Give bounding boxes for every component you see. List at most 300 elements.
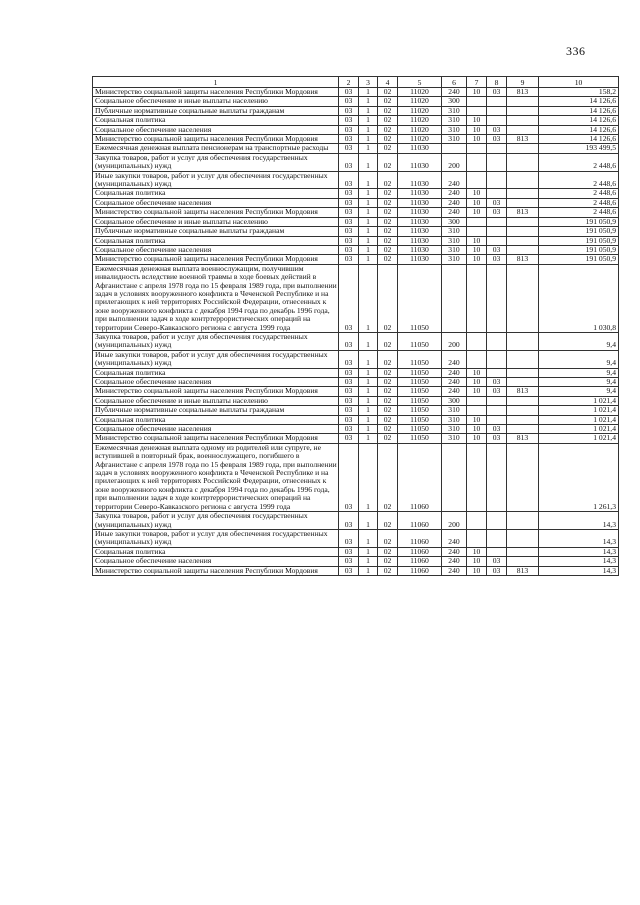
row-code-c4: 02	[378, 198, 398, 207]
row-code-c4: 02	[378, 189, 398, 198]
row-code-c3: 1	[359, 245, 378, 254]
row-code-c7: 10	[467, 198, 487, 207]
row-code-c9	[507, 512, 539, 530]
row-code-c7	[467, 350, 487, 368]
row-amount: 14,3	[539, 512, 619, 530]
row-code-c9: 813	[507, 566, 539, 575]
row-code-c2: 03	[339, 443, 359, 511]
column-header-4: 4	[378, 77, 398, 88]
row-code-c4: 02	[378, 264, 398, 332]
row-code-c9	[507, 97, 539, 106]
row-code-c5: 11030	[398, 255, 442, 264]
row-code-c5: 11050	[398, 406, 442, 415]
row-name: Социальное обеспечение населения	[93, 245, 339, 254]
row-code-c7: 10	[467, 88, 487, 97]
row-code-c2: 03	[339, 529, 359, 547]
row-code-c5: 11030	[398, 217, 442, 226]
row-code-c6: 240	[442, 171, 467, 189]
table-row	[93, 135, 619, 144]
row-amount: 1 021,4	[539, 396, 619, 405]
row-amount: 191 050,9	[539, 227, 619, 236]
row-code-c3: 1	[359, 396, 378, 405]
row-code-c2: 03	[339, 406, 359, 415]
row-code-c5: 11030	[398, 198, 442, 207]
row-code-c2: 03	[339, 144, 359, 153]
row-amount: 14,3	[539, 547, 619, 556]
row-code-c3: 1	[359, 171, 378, 189]
row-amount: 193 499,5	[539, 144, 619, 153]
row-code-c7: 10	[467, 566, 487, 575]
row-code-c6: 240	[442, 547, 467, 556]
row-code-c4: 02	[378, 236, 398, 245]
table-row	[93, 255, 619, 264]
row-code-c7: 10	[467, 245, 487, 254]
row-code-c3: 1	[359, 106, 378, 115]
row-code-c5: 11030	[398, 208, 442, 217]
row-name: Закупка товаров, работ и услуг для обеспечения государственных (муниципальных) нужд	[93, 332, 339, 350]
row-amount: 191 050,9	[539, 245, 619, 254]
row-code-c8	[487, 189, 507, 198]
row-name: Министерство социальной защиты населения Республики Мордовия	[93, 88, 339, 97]
row-code-c6: 240	[442, 378, 467, 387]
row-code-c8: 03	[487, 125, 507, 134]
row-code-c5: 11050	[398, 378, 442, 387]
row-code-c5: 11020	[398, 106, 442, 115]
row-amount: 158,2	[539, 88, 619, 97]
row-code-c6	[442, 264, 467, 332]
row-code-c9: 813	[507, 88, 539, 97]
row-code-c5: 11030	[398, 227, 442, 236]
row-code-c8	[487, 368, 507, 377]
row-code-c9	[507, 406, 539, 415]
row-name: Ежемесячная денежная выплата военнослужащим, получившим инвалидность вследствие военной травмы в ходе боевых действий в Афганистане с апреля 1978 года по 15 февраля 1989 года, при выполнении задач в условиях вооруженного конфликта в Чеченской Республике и на прилегающих к ней территориях Российской Федерации, отнесенных к зоне вооруженного конфликта с декабря 1994 года по декабрь 1996 года, при выполнении задач в ходе контртеррористических операций на территории Северо-Кавказского региона с августа 1999 года	[93, 264, 339, 332]
row-name: Публичные нормативные социальные выплаты гражданам	[93, 406, 339, 415]
row-code-c3: 1	[359, 378, 378, 387]
row-code-c4: 02	[378, 255, 398, 264]
row-name: Социальное обеспечение населения	[93, 425, 339, 434]
row-code-c6: 200	[442, 332, 467, 350]
row-amount: 191 050,9	[539, 236, 619, 245]
row-name: Социальная политика	[93, 368, 339, 377]
row-code-c6: 200	[442, 512, 467, 530]
table-row	[93, 189, 619, 198]
row-name: Иные закупки товаров, работ и услуг для обеспечения государственных (муниципальных) нужд	[93, 171, 339, 189]
row-code-c8: 03	[487, 378, 507, 387]
row-code-c5: 11030	[398, 236, 442, 245]
row-code-c7	[467, 153, 487, 171]
row-code-c4: 02	[378, 512, 398, 530]
row-code-c2: 03	[339, 153, 359, 171]
column-header-2: 2	[339, 77, 359, 88]
row-code-c5: 11050	[398, 368, 442, 377]
table-row	[93, 378, 619, 387]
row-code-c5: 11020	[398, 88, 442, 97]
row-code-c9: 813	[507, 434, 539, 443]
row-code-c8	[487, 512, 507, 530]
row-code-c6: 240	[442, 529, 467, 547]
row-code-c9: 813	[507, 387, 539, 396]
table-row	[93, 566, 619, 575]
row-code-c8	[487, 547, 507, 556]
row-name: Министерство социальной защиты населения Республики Мордовия	[93, 208, 339, 217]
row-code-c2: 03	[339, 198, 359, 207]
row-code-c9	[507, 264, 539, 332]
row-code-c2: 03	[339, 116, 359, 125]
column-header-6: 6	[442, 77, 467, 88]
row-code-c9	[507, 116, 539, 125]
row-code-c5: 11060	[398, 557, 442, 566]
row-amount: 14 126,6	[539, 106, 619, 115]
row-name: Социальное обеспечение и иные выплаты населению	[93, 217, 339, 226]
row-code-c6: 300	[442, 217, 467, 226]
row-code-c2: 03	[339, 387, 359, 396]
row-code-c2: 03	[339, 88, 359, 97]
table-row	[93, 144, 619, 153]
row-amount: 14 126,6	[539, 125, 619, 134]
row-code-c9	[507, 245, 539, 254]
row-code-c3: 1	[359, 368, 378, 377]
row-code-c3: 1	[359, 557, 378, 566]
row-code-c9	[507, 236, 539, 245]
row-code-c3: 1	[359, 425, 378, 434]
row-code-c3: 1	[359, 153, 378, 171]
row-code-c3: 1	[359, 88, 378, 97]
row-code-c3: 1	[359, 387, 378, 396]
row-code-c8	[487, 264, 507, 332]
row-code-c7	[467, 264, 487, 332]
table-row	[93, 396, 619, 405]
row-code-c6	[442, 144, 467, 153]
row-code-c8: 03	[487, 566, 507, 575]
row-amount: 1 030,8	[539, 264, 619, 332]
row-code-c8	[487, 415, 507, 424]
row-code-c7	[467, 406, 487, 415]
table-row	[93, 512, 619, 530]
row-code-c7: 10	[467, 125, 487, 134]
row-code-c4: 02	[378, 217, 398, 226]
row-code-c2: 03	[339, 350, 359, 368]
table-row	[93, 125, 619, 134]
row-code-c8	[487, 116, 507, 125]
row-code-c4: 02	[378, 144, 398, 153]
row-code-c6: 240	[442, 189, 467, 198]
row-code-c7: 10	[467, 415, 487, 424]
row-code-c6: 310	[442, 406, 467, 415]
row-code-c6: 300	[442, 97, 467, 106]
row-code-c3: 1	[359, 144, 378, 153]
row-code-c4: 02	[378, 368, 398, 377]
row-code-c7	[467, 217, 487, 226]
row-code-c8	[487, 227, 507, 236]
row-code-c5: 11050	[398, 264, 442, 332]
row-code-c7	[467, 171, 487, 189]
row-amount: 1 021,4	[539, 415, 619, 424]
row-code-c6: 240	[442, 387, 467, 396]
row-code-c2: 03	[339, 264, 359, 332]
row-code-c7: 10	[467, 434, 487, 443]
row-code-c2: 03	[339, 415, 359, 424]
row-amount: 1 261,3	[539, 443, 619, 511]
row-code-c5: 11020	[398, 135, 442, 144]
row-code-c5: 11060	[398, 443, 442, 511]
row-code-c9	[507, 547, 539, 556]
row-code-c8: 03	[487, 387, 507, 396]
row-code-c3: 1	[359, 443, 378, 511]
row-code-c6: 310	[442, 106, 467, 115]
row-code-c2: 03	[339, 512, 359, 530]
row-code-c9	[507, 415, 539, 424]
row-code-c4: 02	[378, 443, 398, 511]
row-code-c9	[507, 125, 539, 134]
table-row	[93, 264, 619, 332]
row-code-c2: 03	[339, 378, 359, 387]
row-amount: 9,4	[539, 350, 619, 368]
row-code-c7: 10	[467, 116, 487, 125]
row-code-c3: 1	[359, 255, 378, 264]
row-code-c4: 02	[378, 529, 398, 547]
row-code-c5: 11050	[398, 332, 442, 350]
row-code-c8	[487, 153, 507, 171]
row-code-c5: 11030	[398, 245, 442, 254]
row-name: Социальная политика	[93, 236, 339, 245]
row-name: Министерство социальной защиты населения Республики Мордовия	[93, 255, 339, 264]
row-code-c9	[507, 171, 539, 189]
row-code-c3: 1	[359, 135, 378, 144]
row-code-c9	[507, 332, 539, 350]
row-name: Министерство социальной защиты населения Республики Мордовия	[93, 135, 339, 144]
row-code-c3: 1	[359, 332, 378, 350]
row-name: Социальная политика	[93, 189, 339, 198]
row-code-c7: 10	[467, 387, 487, 396]
row-code-c4: 02	[378, 396, 398, 405]
row-code-c5: 11050	[398, 350, 442, 368]
row-code-c6: 240	[442, 368, 467, 377]
row-code-c8: 03	[487, 434, 507, 443]
row-code-c4: 02	[378, 135, 398, 144]
row-code-c4: 02	[378, 245, 398, 254]
row-code-c4: 02	[378, 350, 398, 368]
row-code-c5: 11020	[398, 97, 442, 106]
row-code-c6: 310	[442, 236, 467, 245]
row-code-c8: 03	[487, 245, 507, 254]
row-code-c2: 03	[339, 135, 359, 144]
column-header-10: 10	[539, 77, 619, 88]
row-name: Социальная политика	[93, 547, 339, 556]
row-code-c9	[507, 378, 539, 387]
row-code-c3: 1	[359, 236, 378, 245]
row-amount: 191 050,9	[539, 255, 619, 264]
row-code-c9	[507, 557, 539, 566]
row-code-c8	[487, 443, 507, 511]
column-header-8: 8	[487, 77, 507, 88]
row-code-c9	[507, 396, 539, 405]
row-amount: 14,3	[539, 566, 619, 575]
table-body	[93, 88, 619, 576]
row-code-c2: 03	[339, 171, 359, 189]
row-code-c9	[507, 425, 539, 434]
row-amount: 191 050,9	[539, 217, 619, 226]
row-code-c6: 240	[442, 198, 467, 207]
row-code-c2: 03	[339, 368, 359, 377]
row-code-c6: 240	[442, 208, 467, 217]
row-code-c2: 03	[339, 106, 359, 115]
row-name: Социальное обеспечение и иные выплаты населению	[93, 396, 339, 405]
row-code-c9	[507, 227, 539, 236]
row-code-c5: 11050	[398, 415, 442, 424]
row-code-c3: 1	[359, 434, 378, 443]
row-code-c7	[467, 396, 487, 405]
row-name: Закупка товаров, работ и услуг для обеспечения государственных (муниципальных) нужд	[93, 153, 339, 171]
row-code-c4: 02	[378, 378, 398, 387]
row-code-c3: 1	[359, 189, 378, 198]
table-row	[93, 97, 619, 106]
row-code-c4: 02	[378, 557, 398, 566]
row-code-c9	[507, 443, 539, 511]
row-code-c5: 11030	[398, 144, 442, 153]
row-name: Закупка товаров, работ и услуг для обеспечения государственных (муниципальных) нужд	[93, 512, 339, 530]
table-row	[93, 387, 619, 396]
row-amount: 1 021,4	[539, 425, 619, 434]
row-code-c8	[487, 332, 507, 350]
row-code-c8	[487, 217, 507, 226]
column-header-9: 9	[507, 77, 539, 88]
row-code-c9: 813	[507, 255, 539, 264]
row-code-c8	[487, 97, 507, 106]
row-amount: 14,3	[539, 557, 619, 566]
row-code-c4: 02	[378, 425, 398, 434]
row-code-c7	[467, 227, 487, 236]
row-code-c5: 11060	[398, 566, 442, 575]
row-amount: 14 126,6	[539, 116, 619, 125]
row-name: Социальное обеспечение населения	[93, 378, 339, 387]
row-code-c4: 02	[378, 116, 398, 125]
row-code-c9	[507, 106, 539, 115]
row-code-c2: 03	[339, 425, 359, 434]
row-code-c5: 11050	[398, 396, 442, 405]
row-code-c8: 03	[487, 557, 507, 566]
row-name: Иные закупки товаров, работ и услуг для обеспечения государственных (муниципальных) нужд	[93, 350, 339, 368]
table-row	[93, 208, 619, 217]
row-code-c9	[507, 153, 539, 171]
table-row	[93, 547, 619, 556]
row-amount: 14 126,6	[539, 97, 619, 106]
row-code-c5: 11030	[398, 189, 442, 198]
row-code-c4: 02	[378, 387, 398, 396]
row-code-c7: 10	[467, 236, 487, 245]
row-code-c3: 1	[359, 406, 378, 415]
row-code-c5: 11030	[398, 171, 442, 189]
row-code-c6: 310	[442, 415, 467, 424]
row-code-c3: 1	[359, 350, 378, 368]
row-code-c6: 310	[442, 135, 467, 144]
row-code-c3: 1	[359, 116, 378, 125]
row-code-c3: 1	[359, 547, 378, 556]
row-code-c7: 10	[467, 208, 487, 217]
row-code-c7: 10	[467, 425, 487, 434]
row-code-c9	[507, 189, 539, 198]
row-code-c8	[487, 144, 507, 153]
table-row	[93, 88, 619, 97]
row-amount: 2 448,6	[539, 208, 619, 217]
row-code-c6: 310	[442, 434, 467, 443]
row-code-c9	[507, 529, 539, 547]
table-row	[93, 198, 619, 207]
row-code-c3: 1	[359, 512, 378, 530]
row-code-c4: 02	[378, 434, 398, 443]
row-code-c2: 03	[339, 227, 359, 236]
table-row	[93, 529, 619, 547]
row-code-c7: 10	[467, 378, 487, 387]
row-name: Социальное обеспечение населения	[93, 557, 339, 566]
row-amount: 1 021,4	[539, 406, 619, 415]
row-code-c4: 02	[378, 406, 398, 415]
table-row	[93, 217, 619, 226]
row-code-c9: 813	[507, 135, 539, 144]
row-name: Социальная политика	[93, 116, 339, 125]
row-amount: 9,4	[539, 332, 619, 350]
row-amount: 14 126,6	[539, 135, 619, 144]
row-code-c6: 300	[442, 396, 467, 405]
row-code-c4: 02	[378, 88, 398, 97]
row-code-c8: 03	[487, 198, 507, 207]
table-row	[93, 332, 619, 350]
row-code-c4: 02	[378, 415, 398, 424]
table-row	[93, 350, 619, 368]
row-code-c2: 03	[339, 396, 359, 405]
row-code-c6	[442, 443, 467, 511]
table-row	[93, 368, 619, 377]
row-code-c6: 310	[442, 255, 467, 264]
row-name: Публичные нормативные социальные выплаты гражданам	[93, 227, 339, 236]
row-code-c6: 240	[442, 350, 467, 368]
row-code-c5: 11050	[398, 387, 442, 396]
table-row	[93, 106, 619, 115]
row-code-c2: 03	[339, 125, 359, 134]
row-code-c5: 11060	[398, 529, 442, 547]
row-code-c2: 03	[339, 208, 359, 217]
row-name: Социальное обеспечение и иные выплаты населению	[93, 97, 339, 106]
row-name: Социальная политика	[93, 415, 339, 424]
row-code-c8: 03	[487, 208, 507, 217]
row-code-c3: 1	[359, 529, 378, 547]
row-code-c9	[507, 368, 539, 377]
row-code-c6: 310	[442, 116, 467, 125]
row-code-c4: 02	[378, 171, 398, 189]
row-code-c6: 310	[442, 125, 467, 134]
row-code-c6: 310	[442, 425, 467, 434]
row-code-c4: 02	[378, 97, 398, 106]
row-name: Министерство социальной защиты населения Республики Мордовия	[93, 434, 339, 443]
row-code-c2: 03	[339, 547, 359, 556]
row-code-c6: 240	[442, 88, 467, 97]
row-code-c6: 240	[442, 566, 467, 575]
table-row	[93, 236, 619, 245]
row-name: Министерство социальной защиты населения Республики Мордовия	[93, 566, 339, 575]
row-code-c5: 11020	[398, 125, 442, 134]
row-code-c8	[487, 406, 507, 415]
row-code-c7	[467, 97, 487, 106]
column-header-3: 3	[359, 77, 378, 88]
table-row	[93, 415, 619, 424]
row-code-c2: 03	[339, 236, 359, 245]
row-code-c5: 11050	[398, 425, 442, 434]
row-name: Публичные нормативные социальные выплаты гражданам	[93, 106, 339, 115]
row-code-c7	[467, 529, 487, 547]
table-row	[93, 425, 619, 434]
row-amount: 2 448,6	[539, 189, 619, 198]
row-code-c4: 02	[378, 547, 398, 556]
row-name: Министерство социальной защиты населения Республики Мордовия	[93, 387, 339, 396]
